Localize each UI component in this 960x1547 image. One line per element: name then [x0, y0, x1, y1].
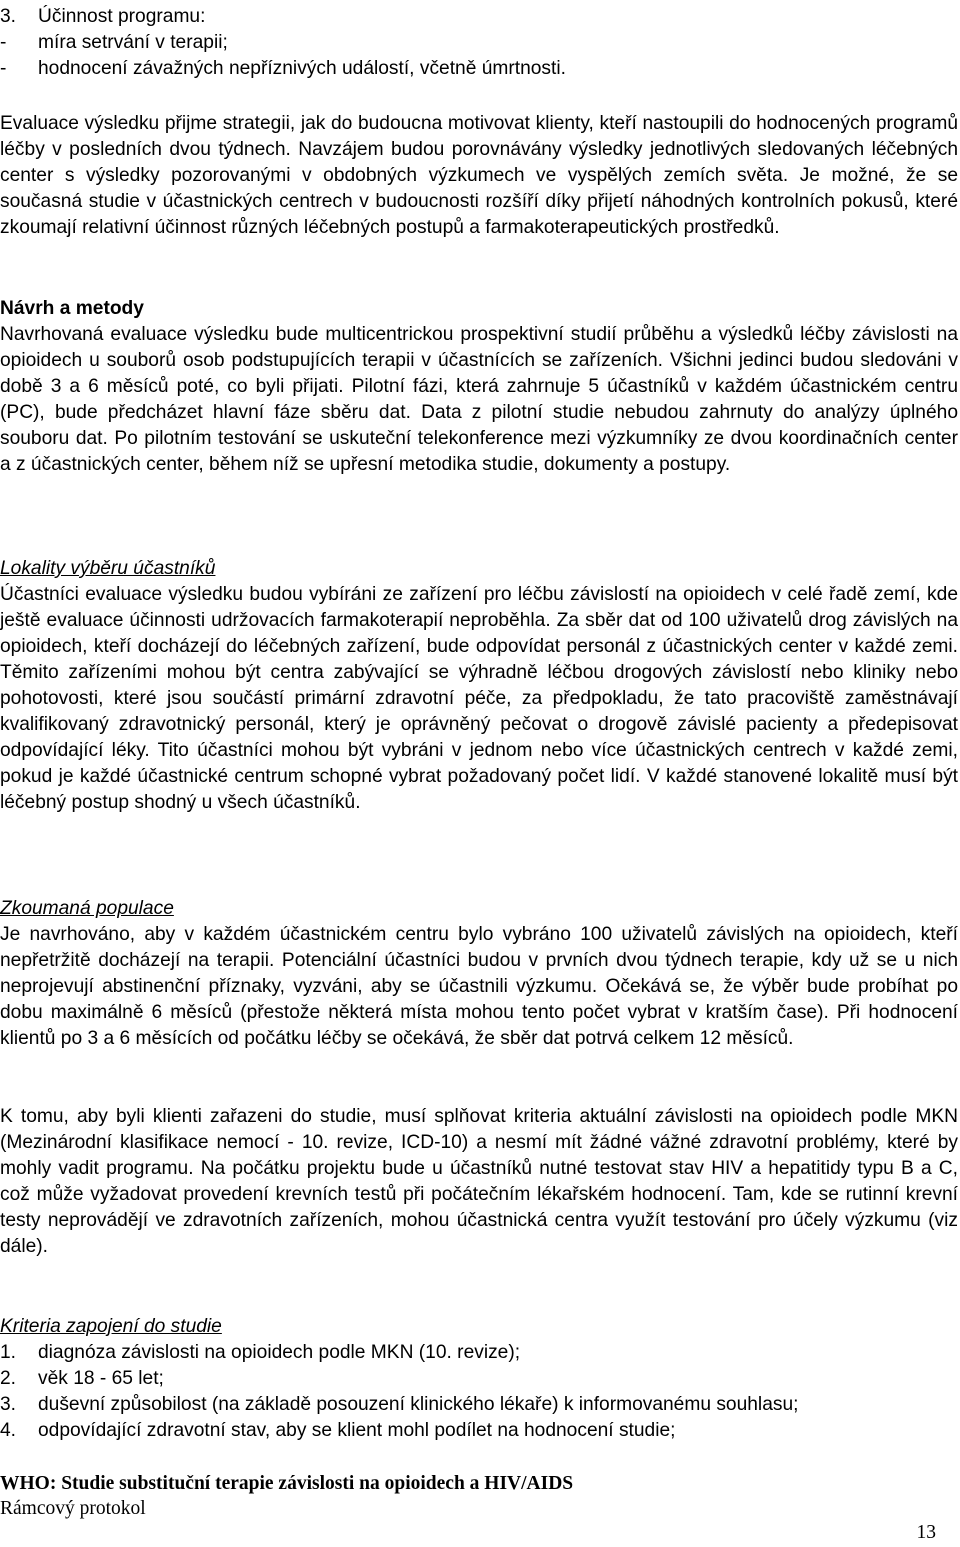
item-text: diagnóza závislosti na opioidech podle MKN (10. revize);: [38, 1342, 521, 1363]
criteria-item: [0, 1366, 958, 1392]
section-title: Účinnost programu:: [38, 6, 206, 27]
item-text: věk 18 - 65 let;: [38, 1368, 164, 1389]
criteria-section: [0, 1314, 958, 1444]
item-number: 3.: [0, 1394, 17, 1415]
population-heading: Zkoumaná populace: [0, 898, 174, 919]
bullet: -: [0, 58, 7, 79]
design-heading: Návrh a metody: [0, 298, 144, 319]
page-number: 13: [916, 1522, 936, 1543]
list-item: [0, 30, 958, 56]
list-item-text: míra setrvání v terapii;: [38, 32, 228, 53]
list-item-text: hodnocení závažných nepříznivých událostí, včetně úmrtnosti.: [38, 58, 566, 79]
item-number: 2.: [0, 1368, 17, 1389]
criteria-item: [0, 1340, 958, 1366]
item-text: odpovídající zdravotní stav, aby se klient mohl podílet na hodnocení studie;: [38, 1420, 676, 1441]
evaluation-paragraph: Evaluace výsledku přijme strategii, jak do budoucna motivovat klienty, kteří nastoupili do hodnocených programů léčby v posledních dvou týdnech. Navzájem budou porovnávány výsledky jednotlivých sledovaných léčebných center s výsledky pozorovanými v obdobných výzkumech ve vyspělých zemích světa. Je možné, že se současná studie v účastnických centrech v budoucnosti rozšíří díky přijetí náhodných kontrolních pokusů, které zkoumají relativní účinnost různých léčebných postupů a farmakoterapeutických prostředků.: [0, 113, 958, 238]
item-number: 1.: [0, 1342, 17, 1363]
population-paragraph: Je navrhováno, aby v každém účastnickém centru bylo vybráno 100 uživatelů závislých na opioidech, kteří nepřetržitě docházejí na terapii. Potenciální účastníci budou v prvních dvou týdnech terapie, kdy už se u nich neprojevují abstinenční příznaky, vyzváni, aby se účastnili výzkumu. Očekává se, že výběr bude probíhat po dobu maximálně 6 měsíců (přestože některá místa mohou tento počet vybrat v kratším čase). Při hodnocení klientů po 3 a 6 měsících od počátku léčby se očekává, že sběr dat potrvá celkem 12 měsíců.: [0, 924, 958, 1049]
section-3-heading: [0, 4, 958, 30]
item-text: duševní způsobilost (na základě posouzení klinického lékaře) k informovanému souhlasu;: [38, 1394, 799, 1415]
criteria-heading: Kriteria zapojení do studie: [0, 1316, 222, 1337]
footer-title: WHO: Studie substituční terapie závislosti na opioidech a HIV/AIDS: [0, 1473, 574, 1494]
criteria-item: [0, 1418, 958, 1444]
design-paragraph: Navrhovaná evaluace výsledku bude multicentrickou prospektivní studií průběhu a výsledků léčby závislosti na opioidech u souborů osob podstupujících terapii v účastnících se zařízeních. Všichni jedinci budou sledováni v době 3 a 6 měsíců poté, co byli přijati. Pilotní fázi, která zahrnuje 5 účastníků v každém účastnickém centru (PC), bude předcházet hlavní fáze sběru dat. Data z pilotní studie nebudou zahrnuty do analýzy úplného souboru dat. Po pilotním testování se uskuteční telekonference mezi výzkumníky ze dvou koordinačních center a z účastnických center, během níž se upřesní metodika studie, dokumenty a postupy.: [0, 324, 958, 475]
criteria-item: [0, 1392, 958, 1418]
locations-heading: Lokality výběru účastníků: [0, 558, 216, 579]
footer-subtitle: Rámcový protokol: [0, 1498, 146, 1519]
population-section: [0, 896, 958, 1052]
list-item: [0, 56, 958, 82]
section-3: [0, 4, 958, 82]
locations-paragraph: Účastníci evaluace výsledku budou vybíráni ze zařízení pro léčbu závislostí na opioidech v celé řadě zemí, kde ještě evaluace účinnosti udržovacích farmakoterapií neproběhla. Za sběr dat od 100 uživatelů drog závislých na opioidech, kteří docházejí do léčebných zařízení, bude odpovídat personál z účastnických center v každé zemi. Těmito zařízeními mohou být centra zabývající se výhradně léčbou drogových závislostí nebo kliniky nebo pohotovosti, které jsou součástí primární zdravotní péče, za předpokladu, že tato pracoviště zaměstnávají kvalifikovaný zdravotnický personál, který je oprávněný pečovat o drogově závislé pacienty a předepisovat odpovídající léky. Tito účastníci mohou být vybráni v jednom nebo více účastnických centrech v každé zemi, pokud je každé účastnické centrum schopné vybrat požadovaný počet lidí. V každé stanovené lokalitě musí být léčebný postup shodný u všech účastníků.: [0, 584, 958, 813]
section-number: 3.: [0, 6, 17, 27]
inclusion-paragraph: K tomu, aby byli klienti zařazeni do studie, musí splňovat kriteria aktuální závislosti na opioidech podle MKN (Mezinárodní klasifikace nemocí - 10. revize, ICD-10) a nesmí mít žádné vážné zdravotní problémy, které by mohly vadit programu. Na počátku projektu bude u účastníků nutné testovat stav HIV a hepatitidy typu B a C, což může vyžadovat provedení krevních testů při počátečním lékařském hodnocení. Tam, kde se rutinní krevní testy neprovádějí ve zdravotních zařízeních, mohou účastnická centra využít testování pro účely výzkumu (viz dále).: [0, 1106, 958, 1257]
design-section: [0, 296, 958, 478]
locations-section: [0, 556, 958, 816]
bullet: -: [0, 32, 7, 53]
item-number: 4.: [0, 1420, 17, 1441]
